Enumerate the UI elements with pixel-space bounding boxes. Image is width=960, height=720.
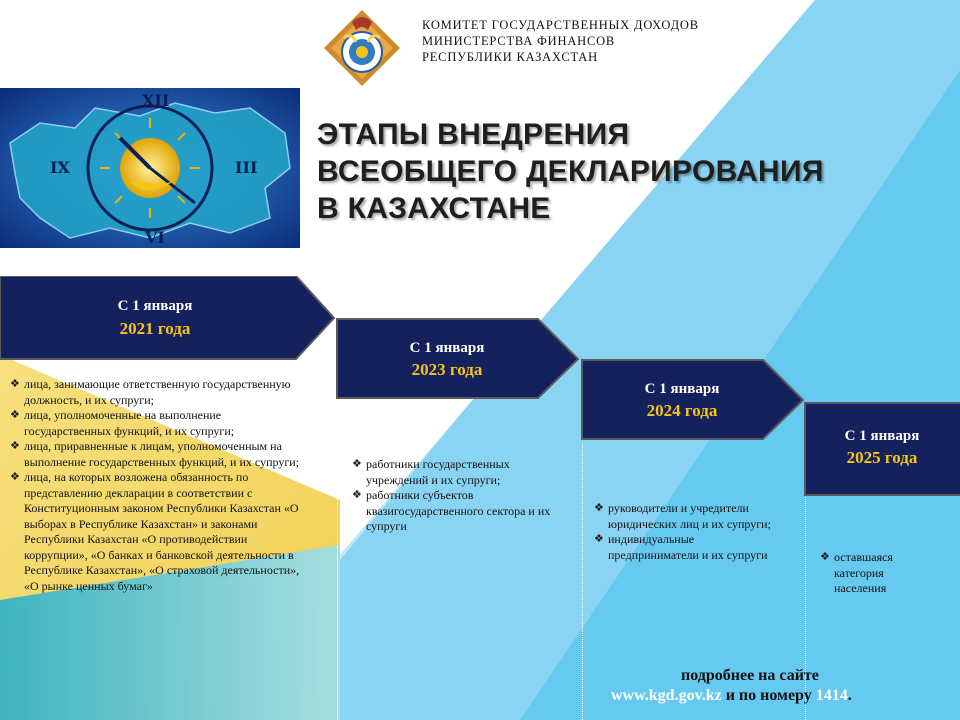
stage-year: 2021 года — [119, 319, 191, 338]
diamond-bullet-icon: ❖ — [352, 458, 362, 470]
stage-2024-chevron — [581, 359, 805, 441]
map-clock-image — [0, 88, 300, 248]
stage-year: 2025 года — [846, 448, 918, 467]
stage-2023-chevron — [336, 318, 580, 400]
list-item: ❖ оставшаяся категория населения — [820, 550, 893, 595]
website-link[interactable]: www.kgd.gov.kz — [611, 687, 722, 704]
column-divider — [582, 443, 583, 720]
title-line: В КАЗАХСТАНЕ — [317, 192, 551, 225]
svg-text:XII: XII — [142, 91, 170, 110]
org-line: МИНИСТЕРСТВА ФИНАНСОВ — [422, 34, 616, 48]
stage-year: 2024 года — [646, 401, 718, 420]
emblem-icon — [322, 8, 402, 88]
footer-period: . — [847, 687, 852, 704]
svg-text:VI: VI — [145, 228, 165, 247]
diamond-bullet-icon: ❖ — [10, 378, 20, 390]
stage-year: 2023 года — [411, 360, 483, 379]
list-item: ❖ лица, занимающие ответственную государственную должность, и их супруги; — [10, 377, 291, 407]
org-line: КОМИТЕТ ГОСУДАРСТВЕННЫХ ДОХОДОВ — [422, 18, 699, 32]
stage-date-label: С 1 января — [117, 298, 193, 314]
stage-2024-list — [594, 501, 782, 563]
diamond-bullet-icon: ❖ — [10, 471, 20, 483]
list-item: ❖ лица, приравненные к лицам, уполномоченным на выполнение государственных функций, и их супруги; — [10, 439, 300, 469]
stage-date-label: С 1 января — [409, 340, 485, 356]
column-divider — [337, 402, 338, 720]
stage-2025-box — [804, 402, 960, 496]
title-line: ЭТАПЫ ВНЕДРЕНИЯ — [317, 118, 630, 151]
list-item: ❖ лица, уполномоченные на выполнение государственных функций, и их супруги; — [10, 408, 235, 438]
stage-2025-list — [820, 550, 920, 597]
svg-text:IX: IX — [50, 158, 70, 177]
diamond-bullet-icon: ❖ — [820, 551, 830, 563]
footer-middle-text: и по номеру — [721, 687, 816, 704]
list-item: ❖ работники государственных учреждений и их супруги; — [352, 457, 510, 487]
list-item: ❖ работники субъектов квазигосударственного сектора и их супруги — [352, 488, 551, 533]
footer-contact — [611, 666, 852, 706]
diamond-bullet-icon: ❖ — [10, 409, 20, 421]
diamond-bullet-icon: ❖ — [594, 502, 604, 514]
list-item: ❖ индивидуальные предприниматели и их супруги — [594, 532, 768, 562]
diamond-bullet-icon: ❖ — [594, 533, 604, 545]
stage-2021-list — [10, 377, 302, 594]
stage-date-label: С 1 января — [844, 428, 920, 444]
diamond-bullet-icon: ❖ — [352, 489, 362, 501]
stage-2021-chevron — [0, 276, 336, 360]
phone-number: 1414 — [815, 687, 848, 704]
title-line: ВСЕОБЩЕГО ДЕКЛАРИРОВАНИЯ — [317, 155, 824, 188]
list-item: ❖ лица, на которых возложена обязанность по представлению декларации в соответствии с Конституционным законом Республики Казахстан «О выборах в Республике Казахстан» и законами Республики Казахстан «О противодействии коррупции», «О банках и банковской деятельности в Республике Казахстан», «О страховой деятельности», «О рынке ценных бумаг» — [10, 470, 300, 593]
organization-name — [422, 17, 699, 65]
page-title — [317, 116, 824, 227]
svg-text:III: III — [235, 158, 258, 177]
list-item: ❖ руководители и учредители юридических лиц и их супруги; — [594, 501, 771, 531]
footer-line2 — [611, 686, 852, 706]
diamond-bullet-icon: ❖ — [10, 440, 20, 452]
stage-date-label: С 1 января — [644, 381, 720, 397]
org-line: РЕСПУБЛИКИ КАЗАХСТАН — [422, 50, 598, 64]
stage-2023-list — [352, 457, 552, 535]
footer-more-info: подробнее на сайте — [681, 667, 819, 684]
